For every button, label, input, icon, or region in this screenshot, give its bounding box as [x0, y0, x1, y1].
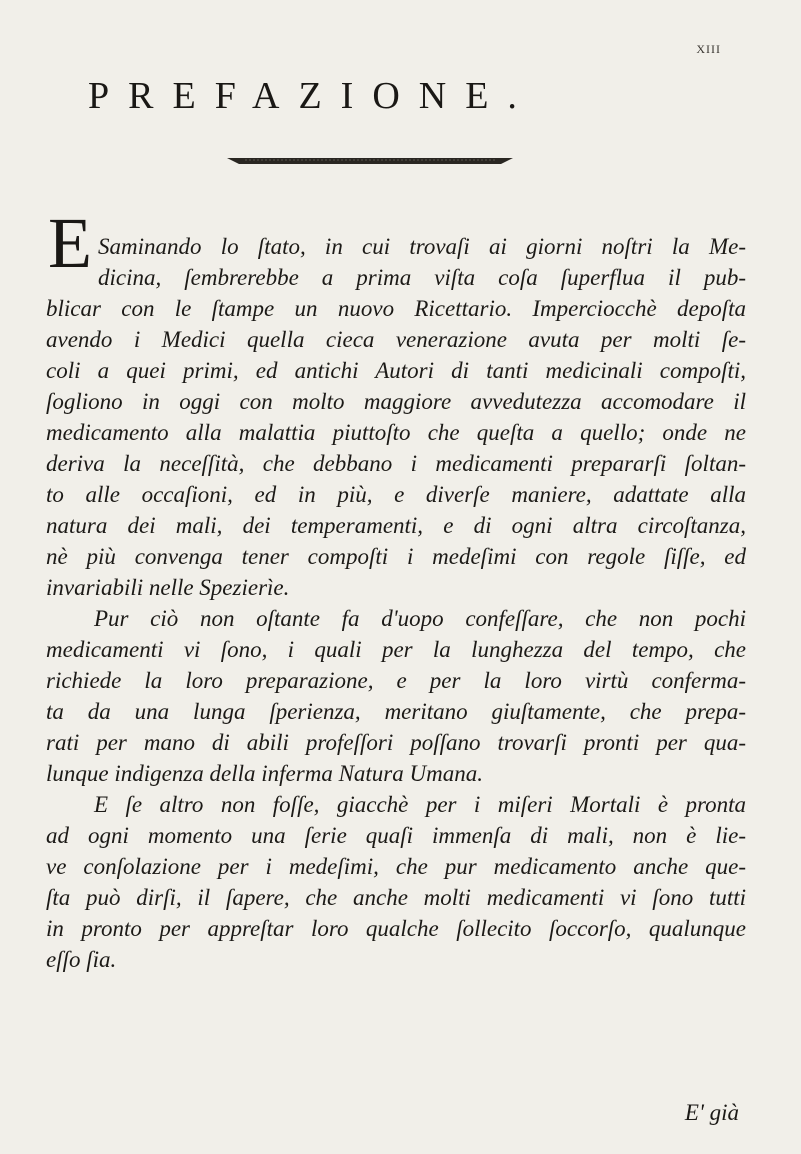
page-title: PREFAZIONE.: [88, 75, 536, 117]
text-line: dicina, ſembrerebbe a prima viſta coſa ſuperflua il pub-: [98, 265, 746, 290]
text-line: ad ogni momento una ſerie quaſi immenſa di mali, non è lie-: [46, 823, 746, 848]
catchword: E' già: [684, 1100, 739, 1125]
text-line: rati per mano di abili profeſſori poſſano trovarſi pronti per qua-: [46, 730, 746, 755]
body-text: [46, 231, 746, 975]
text-line: medicamenti vi ſono, i quali per la lunghezza del tempo, che: [46, 637, 746, 662]
text-line: deriva la neceſſità, che debbano i medicamenti prepararſi ſoltan-: [46, 451, 746, 476]
text-line: in pronto per appreſtar loro qualche ſollecito ſoccorſo, qualunque: [46, 916, 746, 941]
text-line: ta da una lunga ſperienza, meritano giuſtamente, che prepa-: [46, 699, 746, 724]
text-line: to alle occaſioni, ed in più, e diverſe maniere, adattate alla: [46, 482, 746, 507]
text-line: natura dei mali, dei temperamenti, e di ogni altra circoſtanza,: [46, 513, 746, 538]
text-line: nè più convenga tener compoſti i medeſimi con regole ſiſſe, ed: [46, 544, 746, 569]
text-line: Saminando lo ſtato, in cui trovaſi ai giorni noſtri la Me-: [98, 234, 746, 259]
text-line: ſta può dirſi, il ſapere, che anche molti medicamenti vi ſono tutti: [46, 885, 746, 910]
text-line: coli a quei primi, ed antichi Autori di tanti medicinali compoſti,: [46, 358, 746, 383]
text-line: eſſo ſia.: [46, 947, 117, 972]
page-number: XIII: [696, 42, 721, 56]
text-line: ve conſolazione per i medeſimi, che pur medicamento anche que-: [46, 854, 746, 879]
drop-cap: E: [48, 203, 92, 283]
text-line: medicamento alla malattia piuttoſto che queſta a quello; onde ne: [46, 420, 746, 445]
text-line: blicar con le ſtampe un nuovo Ricettario. Imperciocchè depoſta: [46, 296, 746, 321]
text-line: avendo i Medici quella cieca venerazione avuta per molti ſe-: [46, 327, 746, 352]
text-line: E ſe altro non foſſe, giacchè per i miſeri Mortali è pronta: [94, 792, 746, 817]
text-line: Pur ciò non oſtante fa d'uopo confeſſare, che non pochi: [94, 606, 746, 631]
text-line: richiede la loro preparazione, e per la loro virtù conferma-: [46, 668, 746, 693]
text-line: invariabili nelle Spezierìe.: [46, 575, 290, 600]
ornament-rule: [225, 156, 515, 166]
text-line: lunque indigenza della inferma Natura Umana.: [46, 761, 483, 786]
text-line: ſogliono in oggi con molto maggiore avvedutezza accomodare il: [46, 389, 746, 414]
